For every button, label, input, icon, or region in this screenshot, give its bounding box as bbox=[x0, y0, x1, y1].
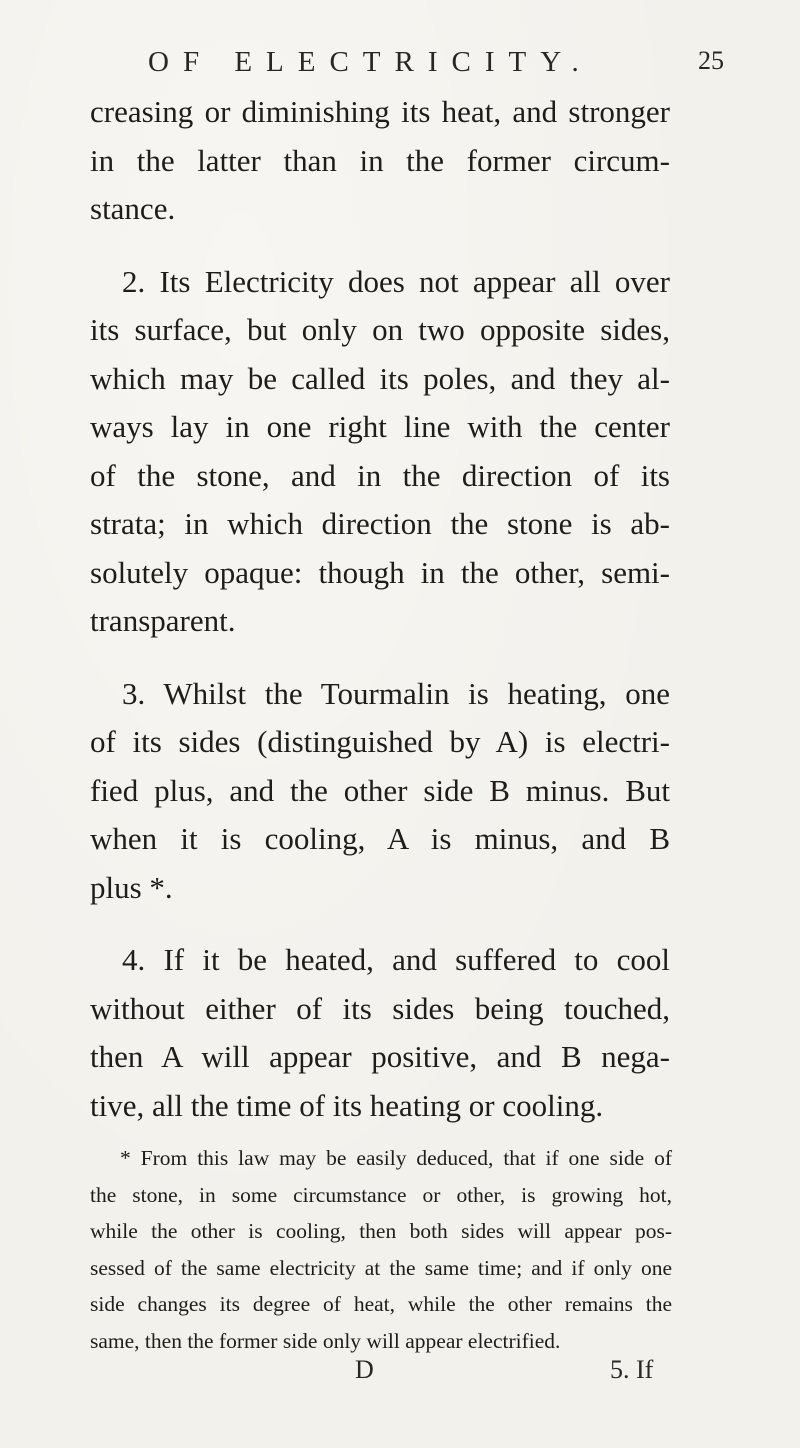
footnote-line: while the other is cooling, then both sides will appear pos- bbox=[90, 1219, 672, 1243]
text-line: of the stone, and in the direction of its bbox=[90, 457, 670, 493]
paragraph-1 bbox=[90, 88, 670, 234]
catchword: 5. If bbox=[610, 1355, 654, 1384]
text-line: creasing or diminishing its heat, and stronger bbox=[90, 94, 670, 129]
text-line: in the latter than in the former circum- bbox=[90, 142, 670, 178]
text-line: solutely opaque: though in the other, semi- bbox=[90, 554, 670, 590]
text-line: transparent. bbox=[90, 603, 236, 638]
text-line: 3. Whilst the Tourmalin is heating, one bbox=[122, 675, 670, 711]
footnote-line: the stone, in some circumstance or other, is growing hot, bbox=[90, 1182, 672, 1207]
text-line: its surface, but only on two opposite sides, bbox=[90, 312, 670, 347]
footnote-line: same, then the former side only will appear electrified. bbox=[90, 1328, 561, 1353]
paragraph-2 bbox=[90, 258, 670, 646]
text-line: 4. If it be heated, and suffered to cool bbox=[122, 942, 670, 977]
footnote bbox=[90, 1140, 672, 1359]
text-line: tive, all the time of its heating or cooling. bbox=[90, 1087, 604, 1123]
footnote-line: side changes its degree of heat, while the other remains the bbox=[90, 1292, 672, 1316]
text-line: of its sides (distinguished by A) is electri- bbox=[90, 724, 670, 759]
text-line: when it is cooling, A is minus, and B bbox=[90, 821, 670, 856]
body-text bbox=[90, 88, 670, 1130]
page-number: 25 bbox=[698, 46, 724, 75]
text-line: fied plus, and the other side B minus. But bbox=[90, 772, 670, 808]
running-head: OF ELECTRICITY. bbox=[148, 46, 593, 78]
footnote-line: sessed of the same electricity at the same time; and if only one bbox=[90, 1255, 672, 1280]
text-line: 2. Its Electricity does not appear all over bbox=[122, 263, 670, 299]
text-line: then A will appear positive, and B nega- bbox=[90, 1039, 670, 1074]
text-line: stance. bbox=[90, 191, 176, 226]
text-line: plus *. bbox=[90, 869, 173, 905]
signature-mark: D bbox=[355, 1355, 374, 1384]
text-line: without either of its sides being touched, bbox=[90, 990, 670, 1026]
text-line: ways lay in one right line with the center bbox=[90, 409, 670, 444]
footnote-line: * From this law may be easily deduced, that if one side of bbox=[120, 1146, 672, 1170]
paragraph-3 bbox=[90, 670, 670, 913]
paragraph-4 bbox=[90, 936, 670, 1130]
text-line: strata; in which direction the stone is ab- bbox=[90, 506, 670, 541]
text-line: which may be called its poles, and they al- bbox=[90, 360, 670, 396]
